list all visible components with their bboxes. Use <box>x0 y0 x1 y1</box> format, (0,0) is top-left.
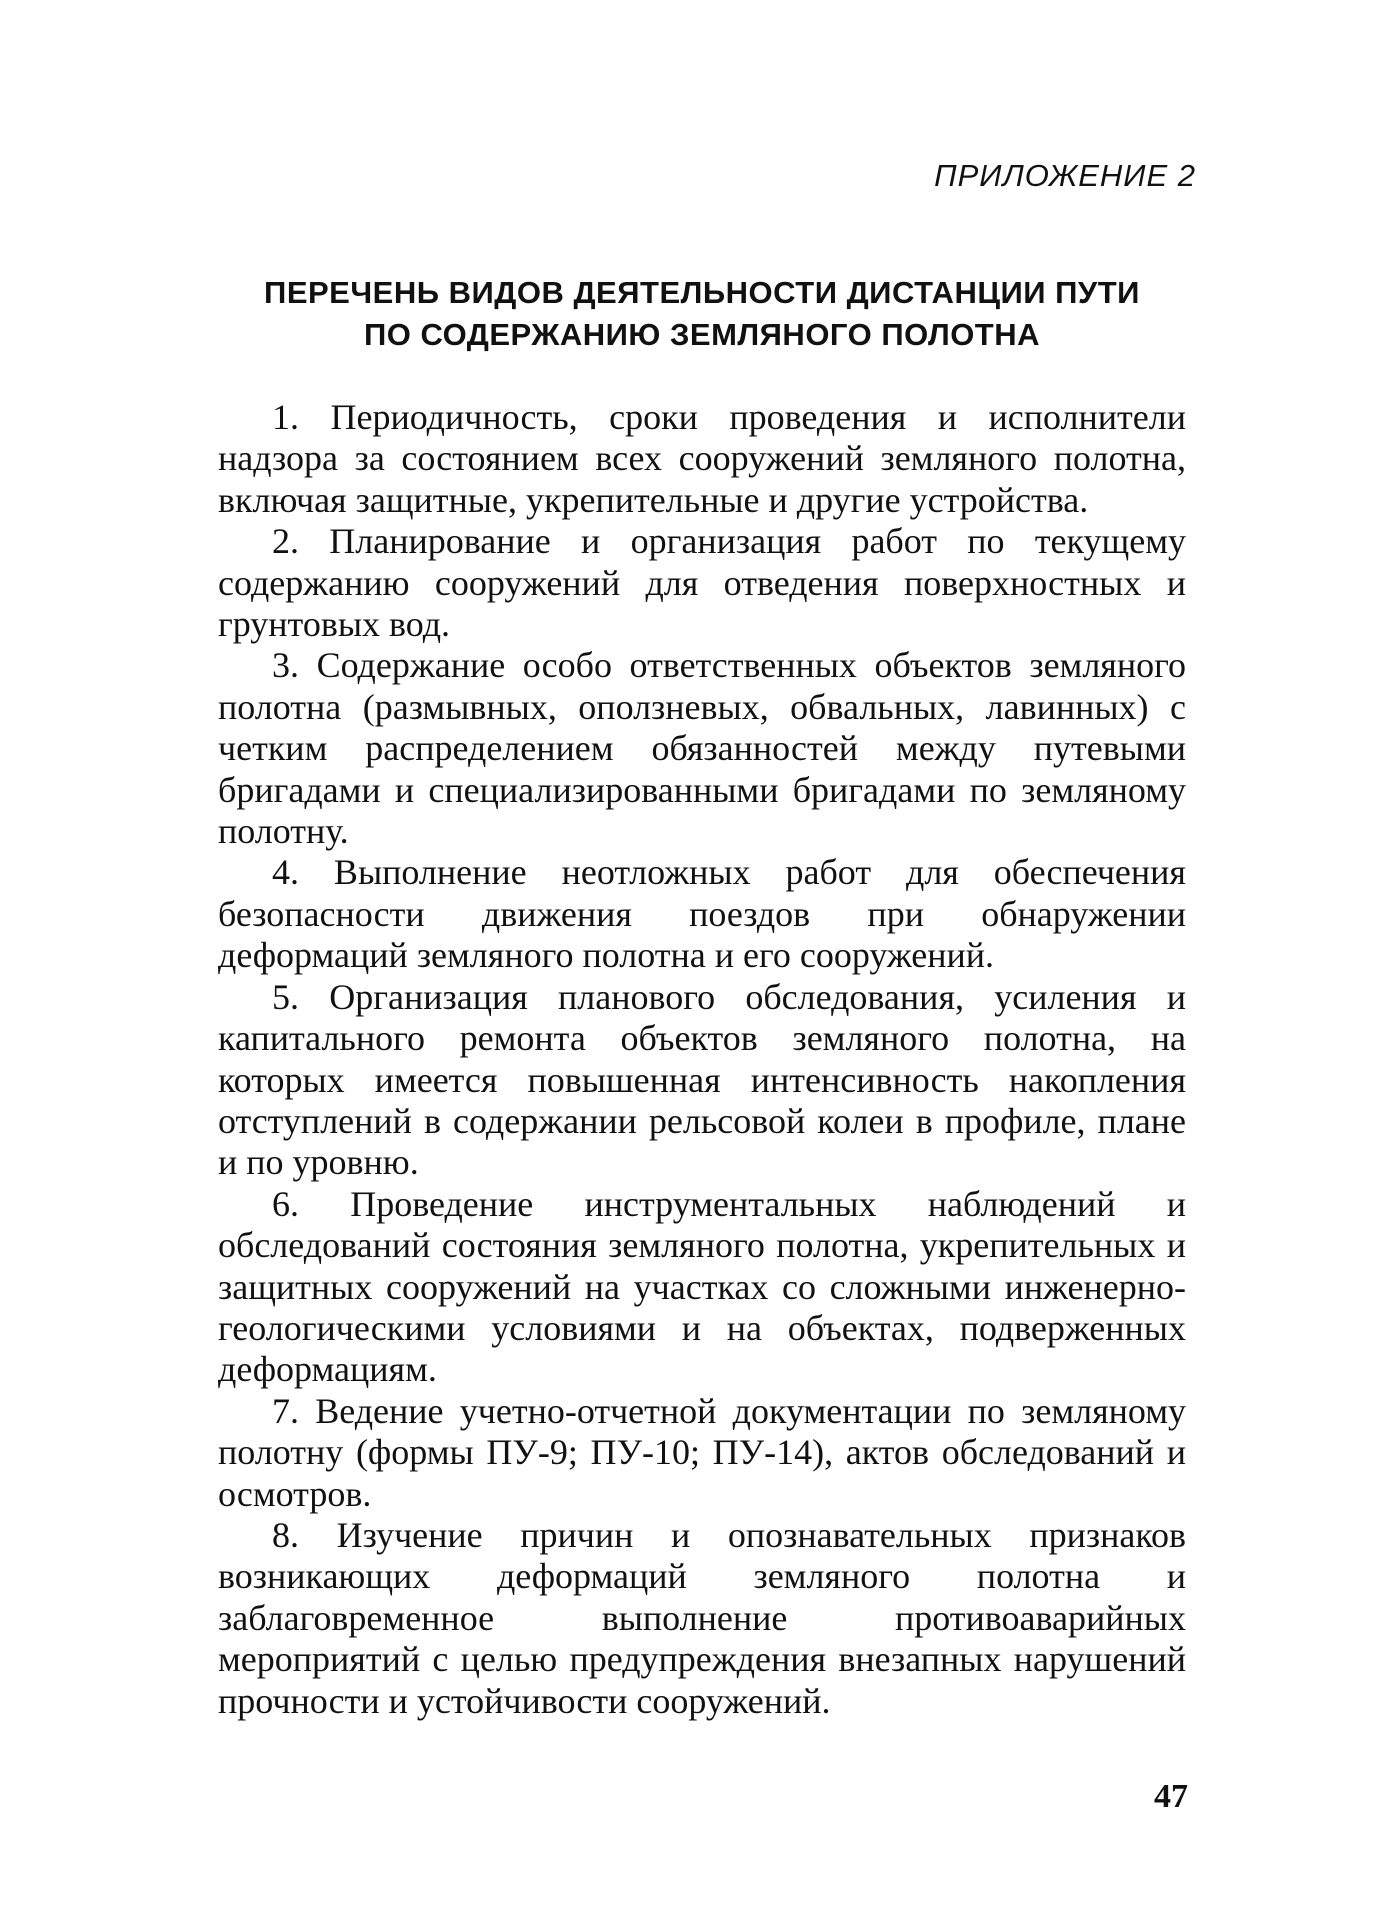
list-item: 8. Изучение причин и опознавательных признаков возникающих деформаций земляного полотна и заблаговременное выполнение противоаварийных мероприятий с целью предупреждения внезапных нарушений прочности и устойчивости сооружений. <box>218 1514 1186 1721</box>
list-item: 6. Проведение инструментальных наблюдений и обследований состояния земляного полотна, укрепительных и защитных сооружений на участках со сложными инженерно-геологическими условиями и на объектах, подверженных деформациям. <box>218 1183 1186 1390</box>
appendix-label: ПРИЛОЖЕНИЕ 2 <box>934 158 1196 193</box>
list-item: 3. Содержание особо ответственных объектов земляного полотна (размывных, оползневых, обвальных, лавинных) с четким распределением обязанностей между путевыми бригадами и специализированными бригадами по земляному полотну. <box>218 645 1186 852</box>
document-title-line-1: ПЕРЕЧЕНЬ ВИДОВ ДЕЯТЕЛЬНОСТИ ДИСТАНЦИИ ПУТИ <box>264 275 1140 310</box>
page-number: 47 <box>1154 1778 1188 1815</box>
list-item: 7. Ведение учетно-отчетной документации по земляному полотну (формы ПУ-9; ПУ-10; ПУ-14), актов обследований и осмотров. <box>218 1390 1186 1514</box>
list-item: 4. Выполнение неотложных работ для обеспечения безопасности движения поездов при обнаружении деформаций земляного полотна и его сооружений. <box>218 852 1186 976</box>
document-title-line-2: ПО СОДЕРЖАНИЮ ЗЕМЛЯНОГО ПОЛОТНА <box>363 317 1041 352</box>
list-item: 1. Периодичность, сроки проведения и исполнители надзора за состоянием всех сооружений земляного полотна, включая защитные, укрепительные и другие устройства. <box>218 397 1186 520</box>
list-item: 5. Организация планового обследования, усиления и капитального ремонта объектов земляного полотна, на которых имеется повышенная интенсивность накопления отступлений в содержании рельсовой колеи в профиле, плане и по уровню. <box>218 976 1186 1183</box>
document-title <box>218 272 1186 356</box>
activity-list <box>218 397 1186 1722</box>
list-item: 2. Планирование и организация работ по текущему содержанию сооружений для отведения поверхностных и грунтовых вод. <box>218 521 1186 645</box>
